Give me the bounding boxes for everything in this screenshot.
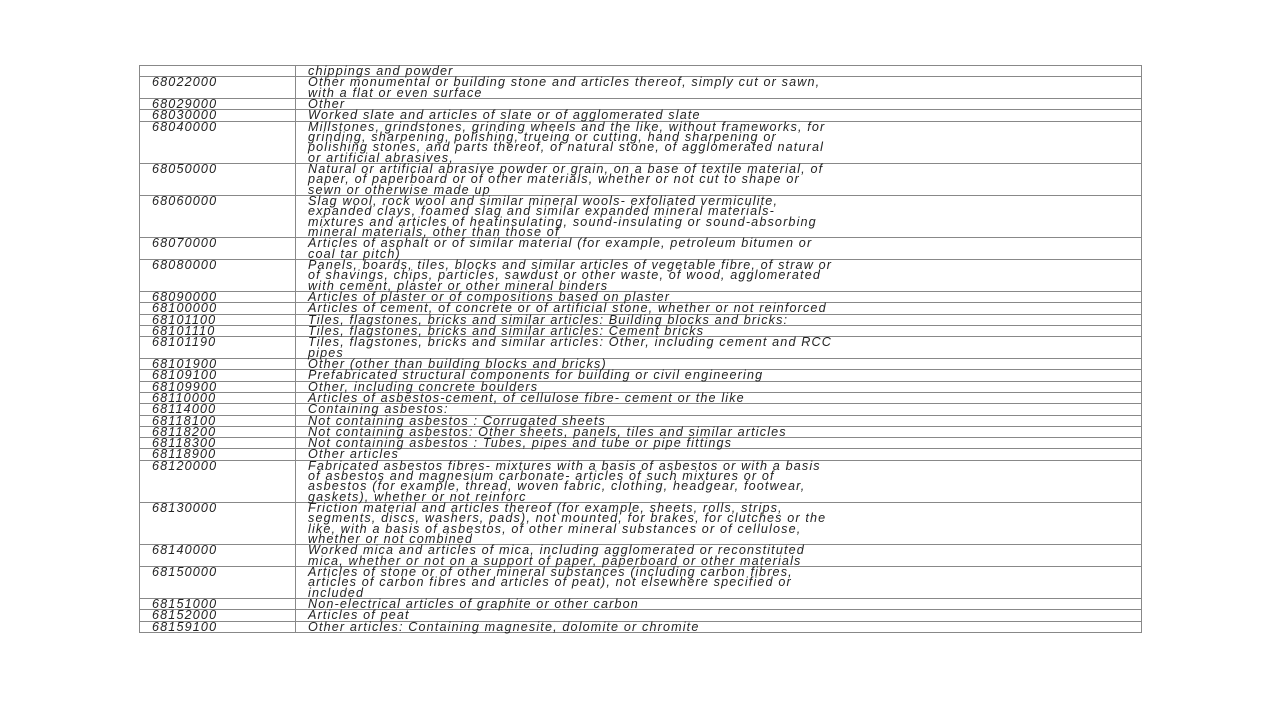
hs-code-cell: 68120000 bbox=[140, 460, 296, 502]
description-cell: Panels, boards, tiles, blocks and similar articles of vegetable fibre, of straw or of shavings, chips, particles, sawdust or other waste, of wood, agglomerated with cement, plaster or other mineral binders bbox=[296, 259, 1142, 291]
hs-code-cell: 68080000 bbox=[140, 259, 296, 291]
table-row bbox=[140, 567, 1142, 599]
description-cell: chippings and powder bbox=[296, 66, 1142, 77]
table-row bbox=[140, 621, 1142, 632]
description-cell: Tiles, flagstones, bricks and similar articles: Other, including cement and RCC pipes bbox=[296, 337, 1142, 359]
description-cell: Fabricated asbestos fibres- mixtures with a basis of asbestos or with a basis of asbestos and magnesium carbonate- articles of such mixtures or of asbestos (for example, thread, woven fabric, clothing, headgear, footwear, gaskets), whether or not reinforc bbox=[296, 460, 1142, 502]
description-cell: Not containing asbestos: Other sheets, panels, tiles and similar articles bbox=[296, 426, 1142, 437]
table-row bbox=[140, 195, 1142, 237]
description-cell: Prefabricated structural components for building or civil engineering bbox=[296, 370, 1142, 381]
tariff-table bbox=[139, 65, 1142, 633]
table-row bbox=[140, 77, 1142, 99]
hs-code-cell: 68101110 bbox=[140, 325, 296, 336]
hs-code-cell: 68101100 bbox=[140, 314, 296, 325]
hs-code-cell: 68114000 bbox=[140, 404, 296, 415]
table-row bbox=[140, 438, 1142, 449]
description-cell: Other (other than building blocks and bricks) bbox=[296, 358, 1142, 369]
table-row bbox=[140, 337, 1142, 359]
hs-code-cell: 68060000 bbox=[140, 195, 296, 237]
description-cell: Articles of asphalt or of similar material (for example, petroleum bitumen or coal tar pitch) bbox=[296, 238, 1142, 260]
table-row bbox=[140, 404, 1142, 415]
table-row bbox=[140, 460, 1142, 502]
hs-code-cell: 68022000 bbox=[140, 77, 296, 99]
description-cell: Articles of peat bbox=[296, 610, 1142, 621]
hs-code-cell: 68118900 bbox=[140, 449, 296, 460]
table-row bbox=[140, 545, 1142, 567]
description-cell: Non-electrical articles of graphite or other carbon bbox=[296, 599, 1142, 610]
description-cell: Natural or artificial abrasive powder or grain, on a base of textile material, of paper, of paperboard or of other materials, whether or not cut to shape or sewn or otherwise made up bbox=[296, 163, 1142, 195]
table-row bbox=[140, 259, 1142, 291]
hs-code-cell: 68050000 bbox=[140, 163, 296, 195]
hs-code-cell: 68150000 bbox=[140, 567, 296, 599]
table-row bbox=[140, 121, 1142, 163]
hs-code-cell: 68118200 bbox=[140, 426, 296, 437]
hs-code-cell: 68118300 bbox=[140, 438, 296, 449]
table-row bbox=[140, 599, 1142, 610]
description-cell: Articles of cement, of concrete or of artificial stone, whether or not reinforced bbox=[296, 303, 1142, 314]
hs-code-cell: 68140000 bbox=[140, 545, 296, 567]
description-cell: Containing asbestos: bbox=[296, 404, 1142, 415]
hs-code-cell: 68029000 bbox=[140, 98, 296, 109]
description-cell: Slag wool, rock wool and similar mineral wools- exfoliated vermiculite, expanded clays, foamed slag and similar expanded mineral materials- mixtures and articles of heatinsulating, sound-insulating or sound-absorbing mineral materials, other than those of bbox=[296, 195, 1142, 237]
description-cell: Not containing asbestos : Corrugated sheets bbox=[296, 415, 1142, 426]
hs-code-cell: 68090000 bbox=[140, 291, 296, 302]
hs-code-cell: 68070000 bbox=[140, 238, 296, 260]
hs-code-cell: 68110000 bbox=[140, 392, 296, 403]
hs-code-cell: 68040000 bbox=[140, 121, 296, 163]
description-cell: Other monumental or building stone and articles thereof, simply cut or sawn, with a flat or even surface bbox=[296, 77, 1142, 99]
description-cell: Friction material and articles thereof (for example, sheets, rolls, strips, segments, discs, washers, pads), not mounted, for brakes, for clutches or the like, with a basis of asbestos, of other mineral substances or of cellulose, whether or not combined bbox=[296, 503, 1142, 545]
description-cell: Tiles, flagstones, bricks and similar articles: Cement bricks bbox=[296, 325, 1142, 336]
description-cell: Worked slate and articles of slate or of agglomerated slate bbox=[296, 110, 1142, 121]
description-cell: Not containing asbestos : Tubes, pipes and tube or pipe fittings bbox=[296, 438, 1142, 449]
hs-code-cell: 68109900 bbox=[140, 381, 296, 392]
hs-code-cell: 68101900 bbox=[140, 358, 296, 369]
hs-code-cell: 68118100 bbox=[140, 415, 296, 426]
hs-code-cell: 68151000 bbox=[140, 599, 296, 610]
hs-code-cell: 68030000 bbox=[140, 110, 296, 121]
description-cell: Tiles, flagstones, bricks and similar articles: Building blocks and bricks: bbox=[296, 314, 1142, 325]
description-cell: Other, including concrete boulders bbox=[296, 381, 1142, 392]
description-cell: Articles of plaster or of compositions based on plaster bbox=[296, 291, 1142, 302]
description-cell: Millstones, grindstones, grinding wheels and the like, without frameworks, for grinding, sharpening, polishing, trueing or cutting, hand sharpening or polishing stones, and parts thereof, of natural stone, of agglomerated natural or artificial abrasives, bbox=[296, 121, 1142, 163]
table-row bbox=[140, 392, 1142, 403]
description-cell: Other bbox=[296, 98, 1142, 109]
description-cell: Worked mica and articles of mica, including agglomerated or reconstituted mica, whether or not on a support of paper, paperboard or other materials bbox=[296, 545, 1142, 567]
hs-code-cell: 68100000 bbox=[140, 303, 296, 314]
hs-code-cell: 68101190 bbox=[140, 337, 296, 359]
description-cell: Articles of stone or of other mineral substances (including carbon fibres, articles of carbon fibres and articles of peat), not elsewhere specified or included bbox=[296, 567, 1142, 599]
description-cell: Other articles bbox=[296, 449, 1142, 460]
hs-code-cell: 68152000 bbox=[140, 610, 296, 621]
table-row bbox=[140, 163, 1142, 195]
hs-code-cell: 68109100 bbox=[140, 370, 296, 381]
hs-code-cell: 68130000 bbox=[140, 503, 296, 545]
table-row bbox=[140, 503, 1142, 545]
table-row bbox=[140, 370, 1142, 381]
hs-code-cell: 68159100 bbox=[140, 621, 296, 632]
description-cell: Articles of asbestos-cement, of cellulose fibre- cement or the like bbox=[296, 392, 1142, 403]
description-cell: Other articles: Containing magnesite, dolomite or chromite bbox=[296, 621, 1142, 632]
table-row bbox=[140, 238, 1142, 260]
